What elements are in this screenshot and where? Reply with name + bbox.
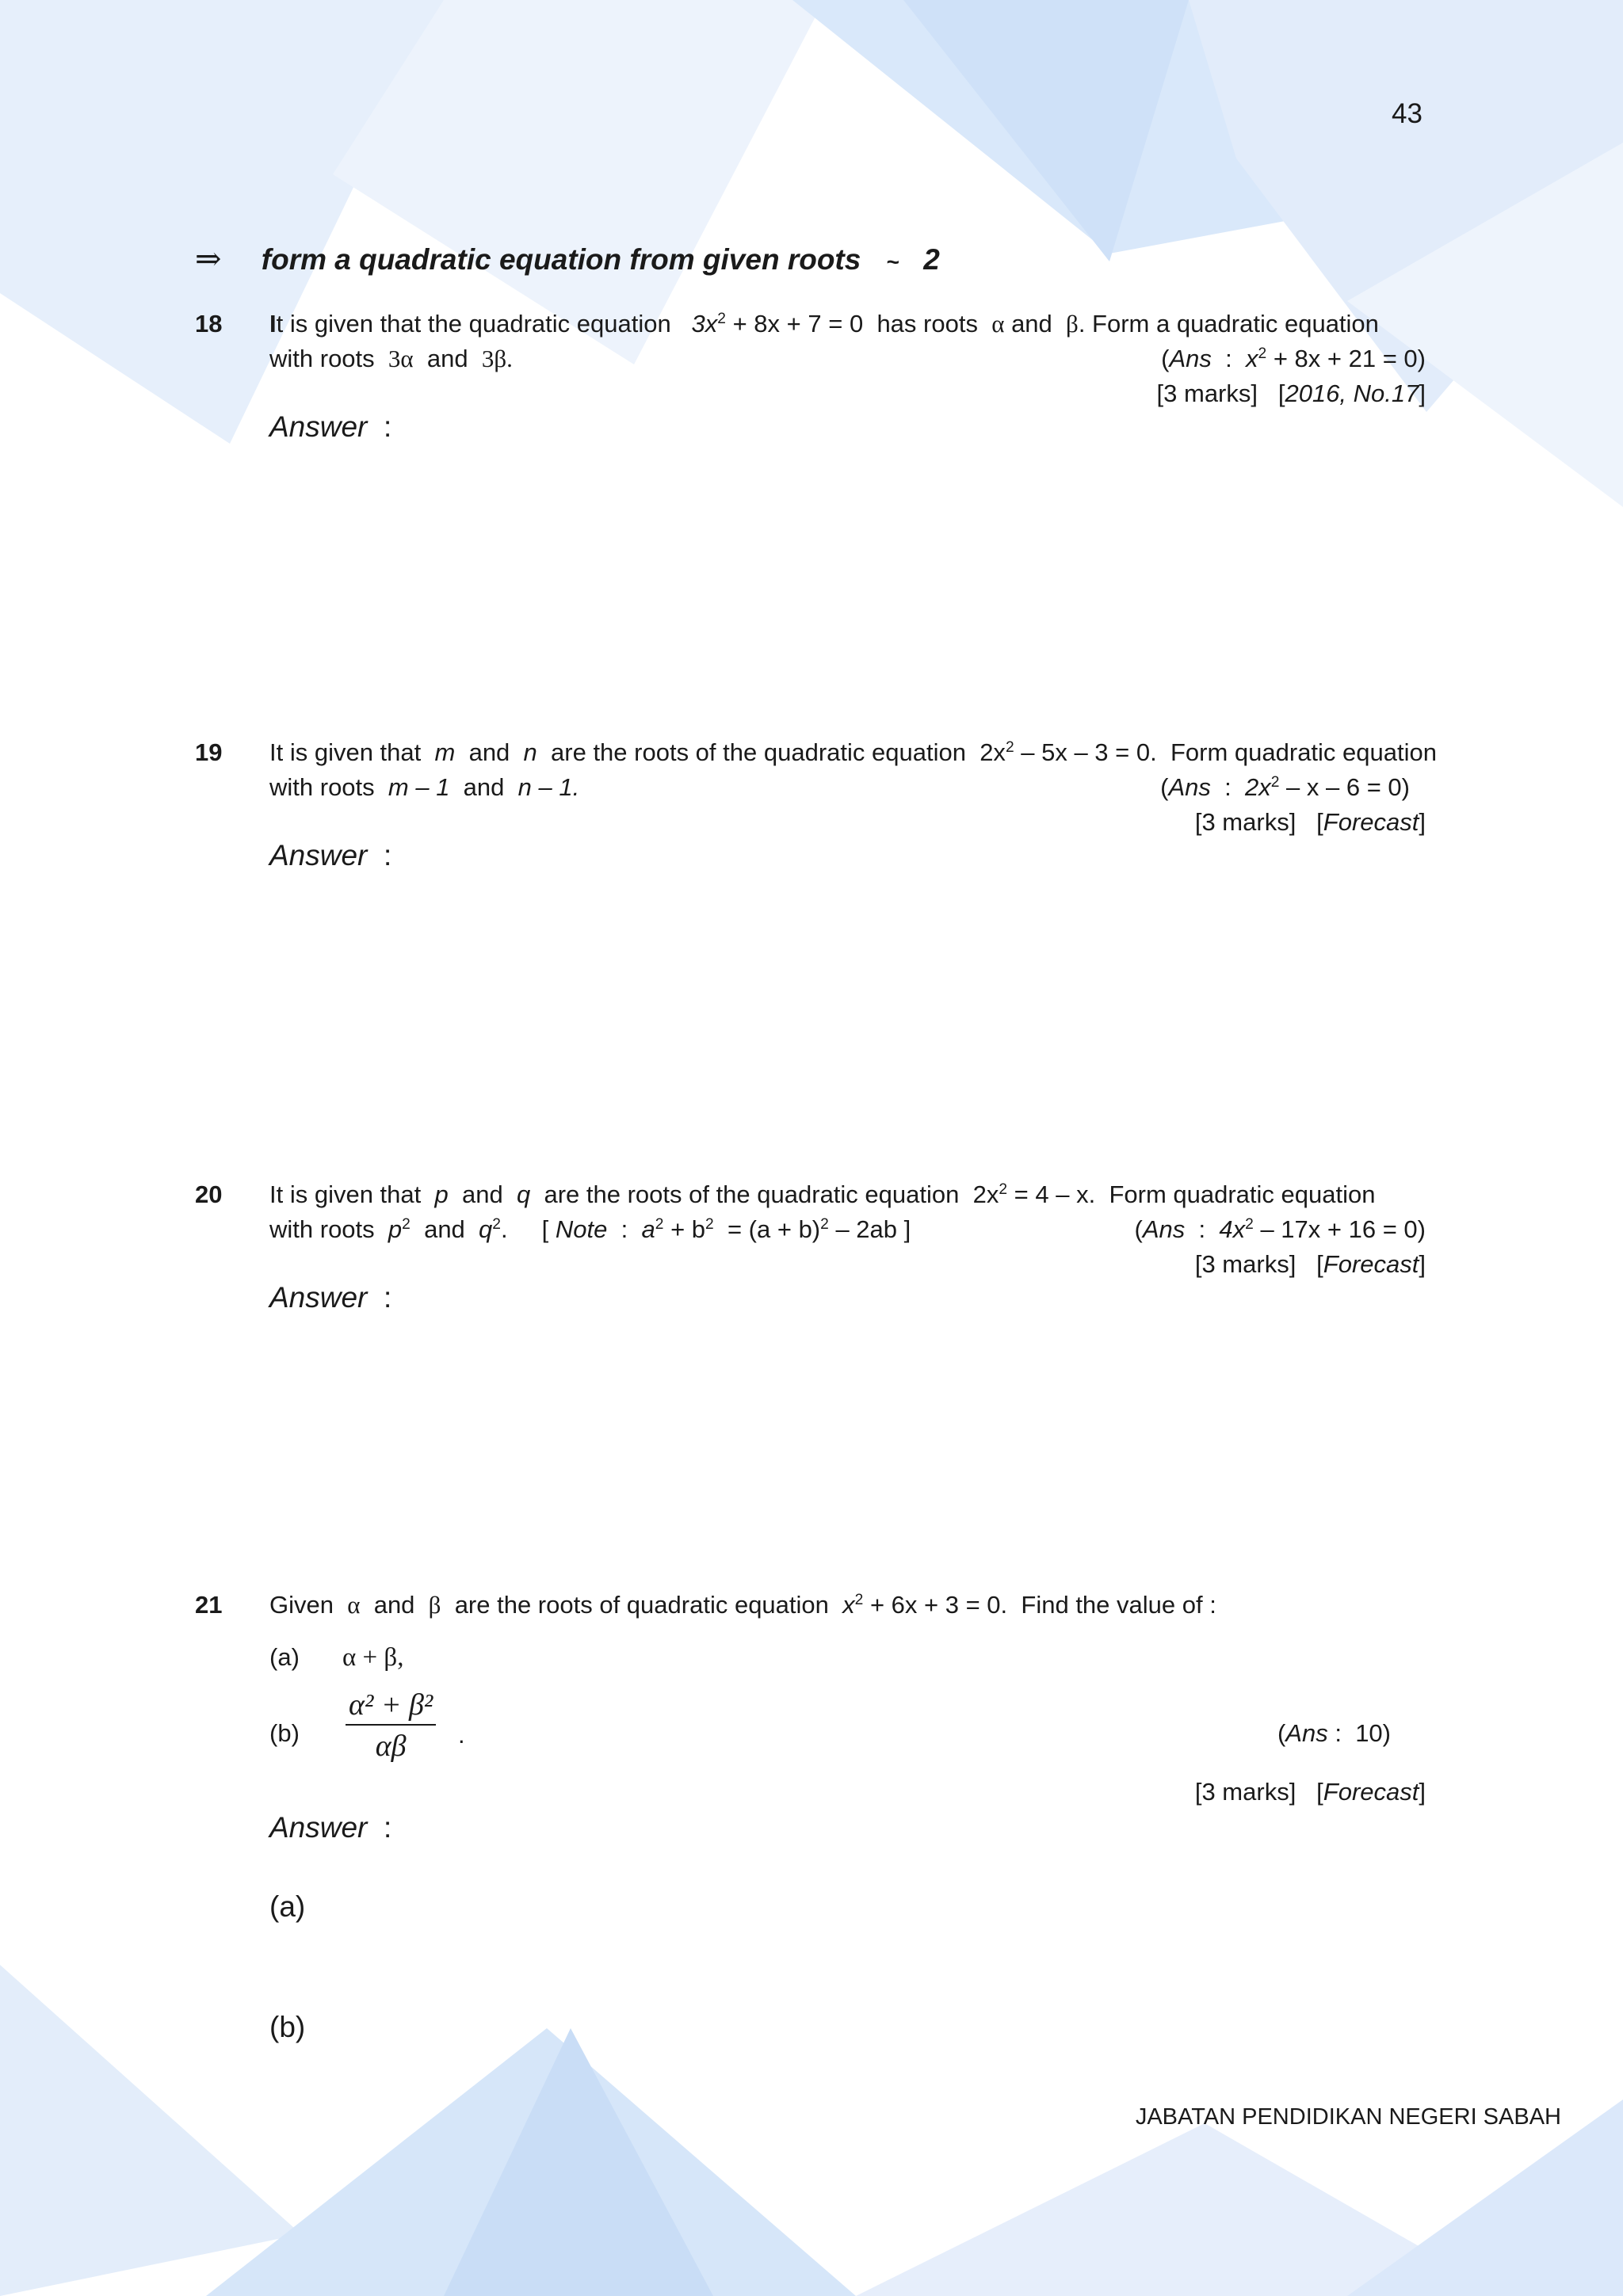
q20-marks: [3 marks] [Forecast] bbox=[1194, 1250, 1426, 1278]
q21-part-a-label: (a) bbox=[269, 1643, 300, 1671]
section-heading bbox=[195, 238, 940, 284]
q18-answer-hint: (Ans : $x^2 + 8x + 21 = 0$) bbox=[1161, 345, 1426, 372]
q21-answer-part-b: (b) bbox=[269, 2011, 306, 2043]
q21-part-b-fraction bbox=[346, 1688, 436, 1764]
q20-line1: It is given that p and q are the roots of the quadratic equation $2x^2 = 4 - x$. Form quadratic equation bbox=[269, 1180, 1376, 1208]
q18-line1: It is given that the quadratic equation $3x^2 + 8x + 7 = 0$ has roots α and β. Form a quadratic equation bbox=[269, 310, 1379, 338]
footer-text: JABATAN PENDIDIKAN NEGERI SABAH bbox=[1135, 2104, 1561, 2130]
q19-line2: with roots m – 1 and n – 1. bbox=[269, 773, 580, 801]
q19-line1: It is given that m and n are the roots of the quadratic equation $2x^2 - 5x - 3 = 0$. Form quadratic equation bbox=[269, 738, 1437, 766]
q21-part-a-expression: α + β, bbox=[342, 1643, 404, 1672]
q21-marks: [3 marks] [Forecast] bbox=[1194, 1778, 1426, 1806]
question-number-21: 21 bbox=[195, 1591, 223, 1619]
q19-answer-label: Answer : bbox=[269, 839, 392, 871]
q19-answer-hint: (Ans : $2x^2 - x - 6 = 0$) bbox=[1160, 773, 1410, 801]
q21-answer-hint: (Ans : 10) bbox=[1277, 1719, 1391, 1747]
q21-part-b-label: (b) bbox=[269, 1719, 300, 1747]
q18-marks: [3 marks] [2016, No.17] bbox=[1156, 379, 1426, 407]
fraction-denominator: αβ bbox=[375, 1730, 407, 1763]
q21-line1: Given α and β are the roots of quadratic equation $x^2 + 6x + 3 = 0$. Find the value of : bbox=[269, 1591, 1216, 1619]
fraction-numerator: α² + β² bbox=[346, 1688, 436, 1726]
q18-line2: with roots 3α and 3β. bbox=[269, 345, 513, 372]
question-number-18: 18 bbox=[195, 310, 223, 338]
q20-answer-hint: (Ans : $4x^2 - 17x + 16 = 0$) bbox=[1134, 1215, 1426, 1243]
q19-marks: [3 marks] [Forecast] bbox=[1194, 808, 1426, 836]
section-tilde: ~ bbox=[886, 250, 899, 274]
page-number: 43 bbox=[1392, 98, 1423, 129]
q21-answer-part-a: (a) bbox=[269, 1890, 306, 1923]
q21-answer-label: Answer : bbox=[269, 1811, 392, 1844]
q18-answer-label: Answer : bbox=[269, 410, 392, 443]
question-number-20: 20 bbox=[195, 1180, 223, 1208]
question-number-19: 19 bbox=[195, 738, 223, 766]
section-title: form a quadratic equation from given roots bbox=[261, 243, 861, 276]
q20-answer-label: Answer : bbox=[269, 1281, 392, 1314]
q21-part-b-period: . bbox=[458, 1721, 465, 1749]
section-count: 2 bbox=[923, 243, 940, 276]
q20-line2: with roots $p^2$ and $q^2$. [ Note : $a^2 + b^2 = (a + b)^2 - 2ab$ ] bbox=[269, 1215, 911, 1243]
arrow-icon: ⇒ bbox=[195, 241, 222, 277]
